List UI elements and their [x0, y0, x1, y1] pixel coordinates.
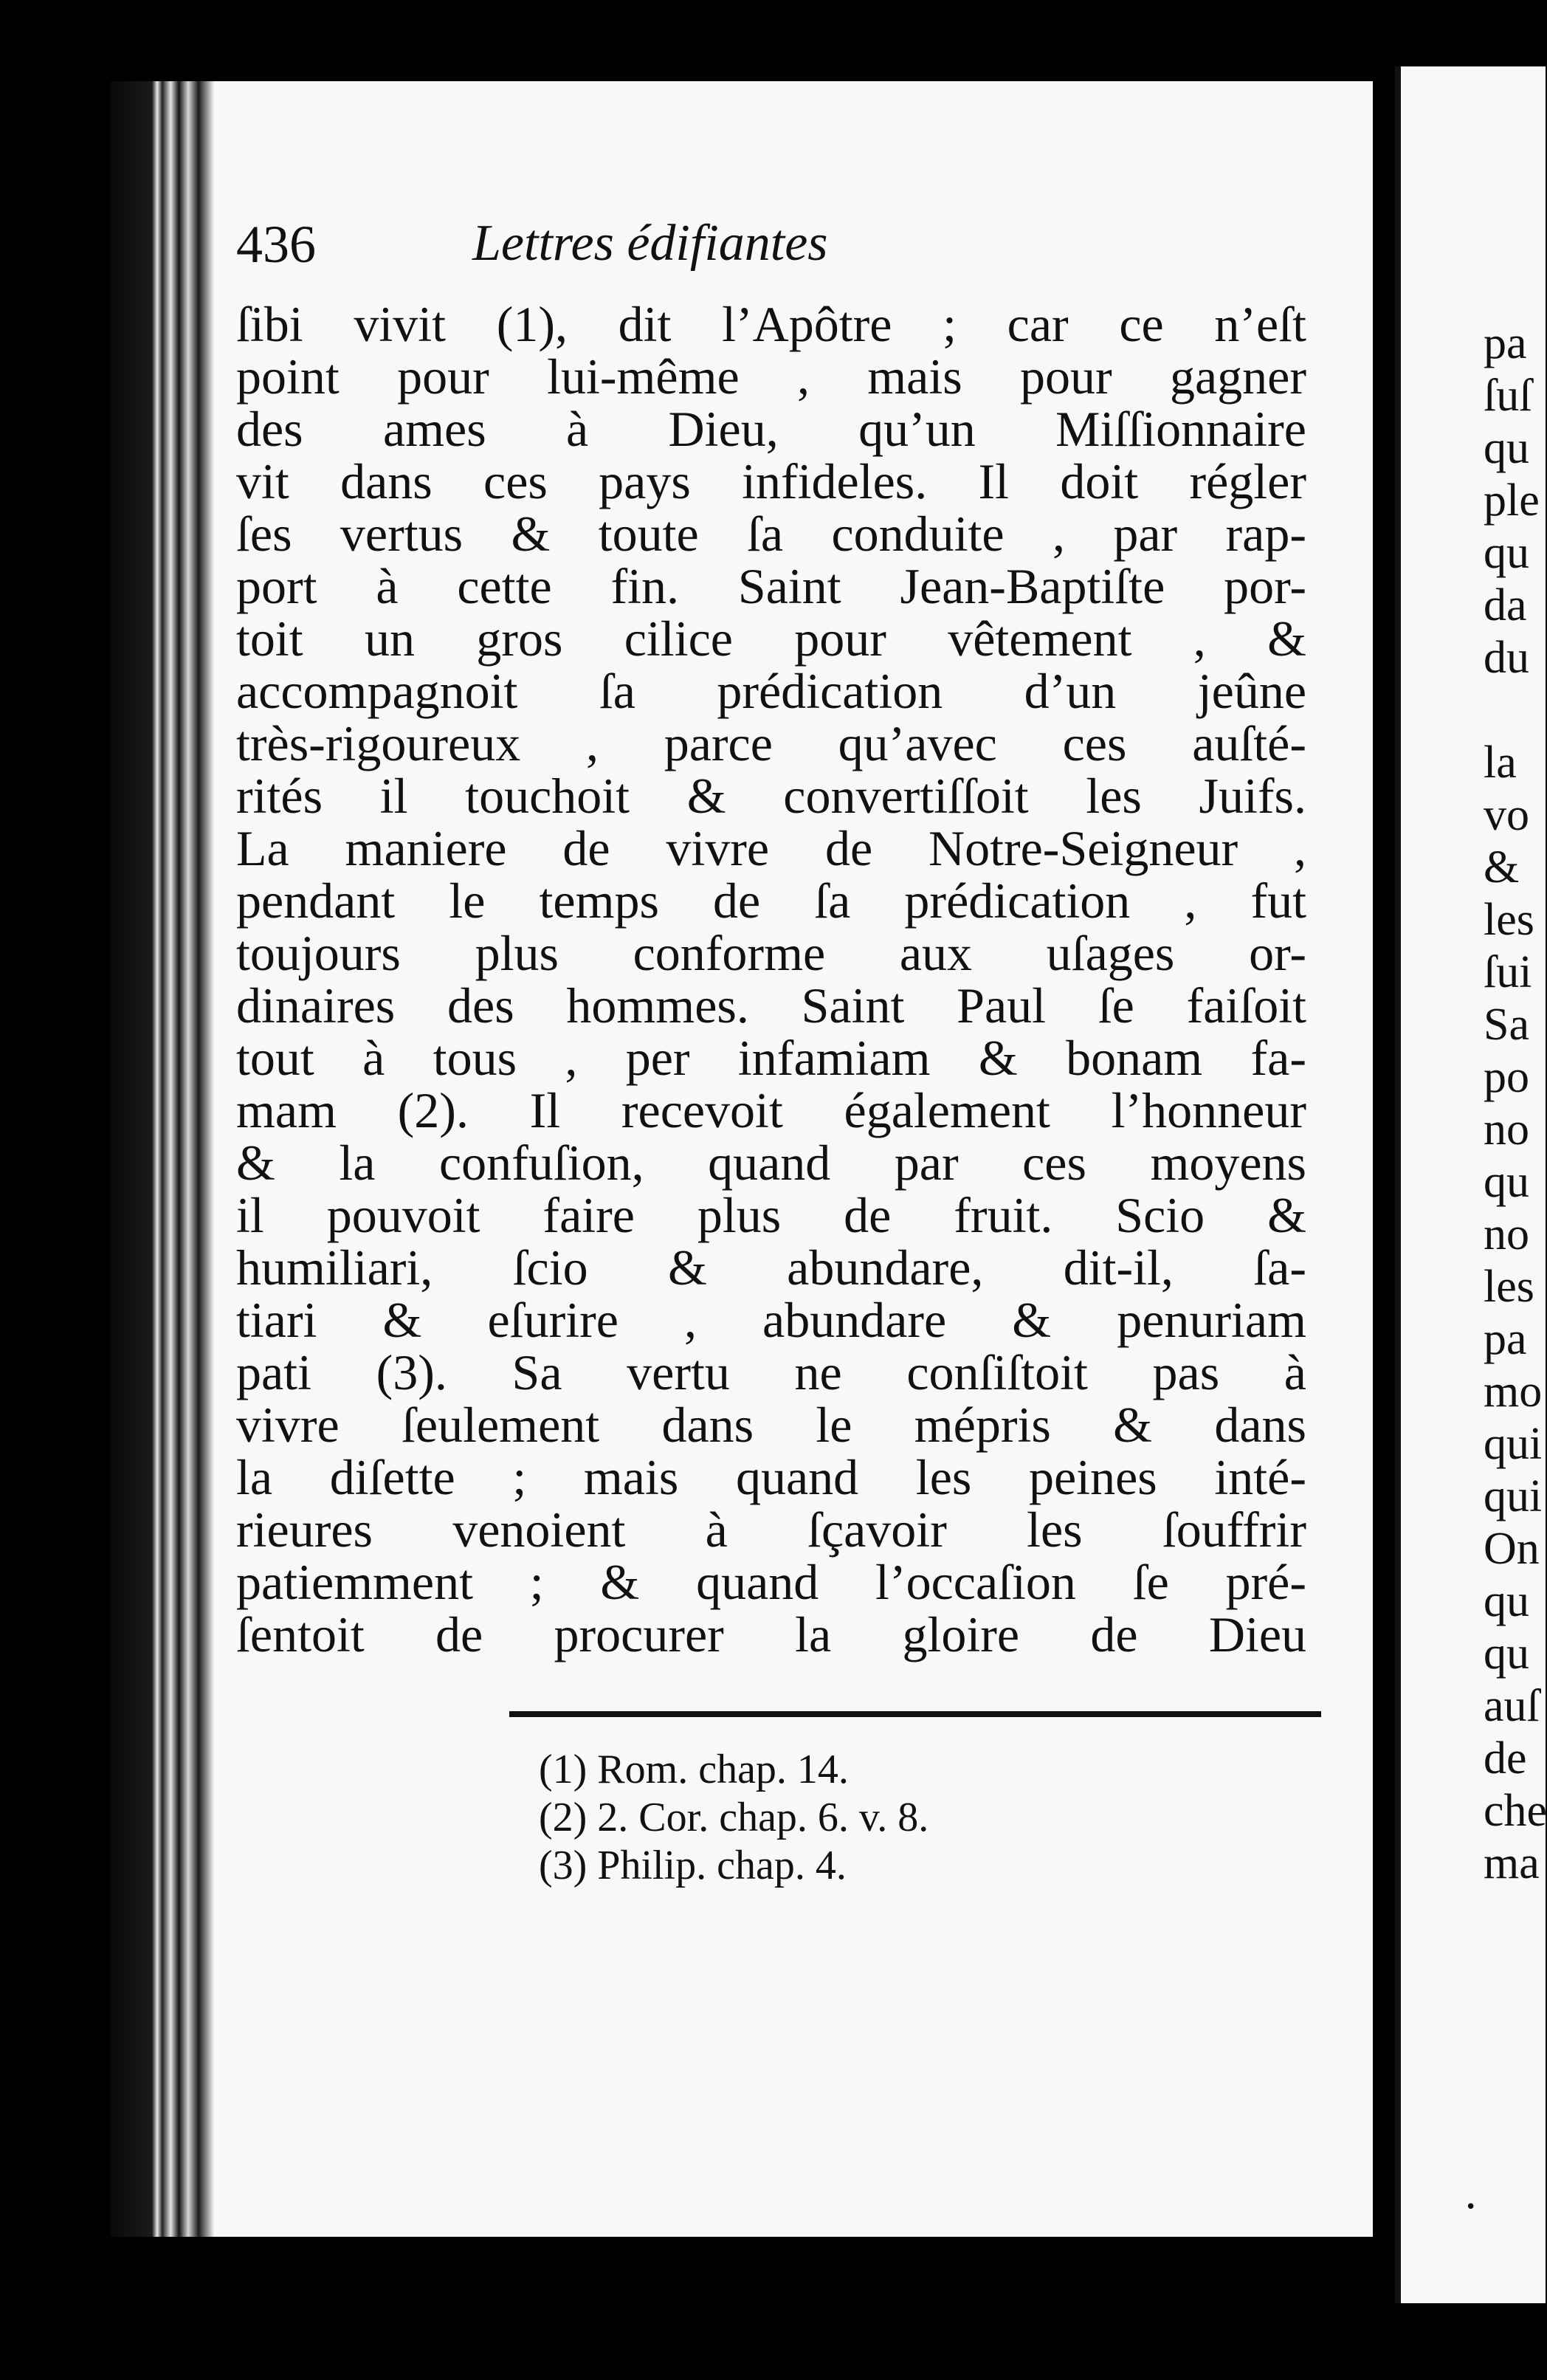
right-page-line: ſui [1484, 947, 1532, 997]
right-page-line: qu [1484, 423, 1529, 473]
right-page-line: no [1484, 1209, 1529, 1259]
footnote-line: (3) Philip. chap. 4. [539, 1843, 847, 1888]
body-line: humiliari, ſcio & abundare, dit-il, ſa- [236, 1239, 1306, 1296]
right-page-line: qu [1484, 1628, 1529, 1679]
body-line: ſibi vivit (1), dit l’Apôtre ; car ce n’eſt [236, 296, 1306, 352]
right-page-line: de [1484, 1733, 1527, 1784]
right-page-line [1484, 684, 1540, 737]
page-mark: • [1465, 2196, 1477, 2218]
body-line: la diſette ; mais quand les peines inté- [236, 1449, 1306, 1505]
body-line: il pouvoit faire plus de fruit. Scio & [236, 1187, 1306, 1243]
right-page-line: les [1484, 895, 1534, 945]
right-page-line: pa [1484, 318, 1527, 368]
body-line: ſentoit de procurer la gloire de Dieu [236, 1606, 1306, 1662]
right-page-line: On [1484, 1524, 1540, 1574]
page-number: 436 [236, 215, 316, 274]
body-line: La maniere de vivre de Notre-Seigneur , [236, 820, 1306, 876]
body-line: patiemment ; & quand l’occaſion ſe pré- [236, 1554, 1306, 1610]
footnote-rule [509, 1711, 1321, 1717]
book-spine [111, 81, 214, 2237]
body-line: toit un gros cilice pour vêtement , & [236, 611, 1306, 667]
body-line: point pour lui-même , mais pour gagner [236, 348, 1306, 405]
page-header [236, 214, 1048, 295]
right-page-line: no [1484, 1104, 1529, 1155]
right-page-line: qu [1484, 1576, 1529, 1626]
body-line: rieures venoient à ſçavoir les ſouffrir [236, 1502, 1306, 1558]
body-line: dinaires des hommes. Saint Paul ſe faiſoit [236, 977, 1306, 1033]
right-page-line: ma [1484, 1838, 1540, 1888]
body-line: toujours plus conforme aux uſages or- [236, 925, 1306, 981]
body-line: vivre ſeulement dans le mépris & dans [236, 1397, 1306, 1453]
body-line: très-rigoureux , parce qu’avec ces auſté- [236, 715, 1306, 771]
right-page-line: ſuſ [1484, 371, 1532, 421]
body-line: port à cette fin. Saint Jean-Baptiſte por- [236, 558, 1306, 614]
running-title: Lettres édifiantes [472, 215, 828, 272]
body-line: tiari & eſurire , abundare & penuriam [236, 1292, 1306, 1348]
footnote-line: (2) 2. Cor. chap. 6. v. 8. [539, 1795, 929, 1840]
body-line: accompagnoit ſa prédication d’un jeûne [236, 663, 1306, 719]
body-line: pendant le temps de ſa prédication , fut [236, 873, 1306, 929]
body-line: ſes vertus & toute ſa conduite , par rap- [236, 506, 1306, 562]
body-line: & la confuſion, quand par ces moyens [236, 1135, 1306, 1191]
body-line: vit dans ces pays infideles. Il doit régler [236, 453, 1306, 509]
right-page-line: pa [1484, 1314, 1527, 1364]
right-page-line: la [1484, 737, 1517, 788]
right-page-line: Sa [1484, 1000, 1529, 1050]
right-page-line: les [1484, 1262, 1534, 1312]
right-page-line: che [1484, 1786, 1547, 1836]
body-line: pati (3). Sa vertu ne conſiſtoit pas à [236, 1344, 1306, 1400]
footnotes [539, 1746, 1203, 1890]
right-page-line: qu [1484, 1157, 1529, 1207]
body-line: des ames à Dieu, qu’un Miſſionnaire [236, 401, 1306, 457]
body-line: rités il touchoit & convertiſſoit les Juifs. [236, 768, 1306, 824]
right-page-line: qui [1484, 1471, 1543, 1521]
right-page-line: & [1484, 842, 1520, 892]
right-page-line: qui [1484, 1419, 1543, 1469]
body-line: mam (2). Il recevoit également l’honneur [236, 1082, 1306, 1138]
right-page-line: vo [1484, 790, 1529, 840]
right-page-text [1484, 317, 1547, 1890]
right-page-line: mo [1484, 1366, 1543, 1417]
right-page-line: da [1484, 580, 1527, 630]
right-page-line: du [1484, 633, 1529, 683]
right-page-line: po [1484, 1052, 1529, 1102]
right-page-line: auſ [1484, 1681, 1540, 1731]
footnote-line: (1) Rom. chap. 14. [539, 1747, 849, 1792]
body-text [236, 295, 1306, 1662]
right-page-line: qu [1484, 528, 1529, 578]
right-page-line: ple [1484, 475, 1540, 526]
body-line: tout à tous , per infamiam & bonam fa- [236, 1030, 1306, 1086]
